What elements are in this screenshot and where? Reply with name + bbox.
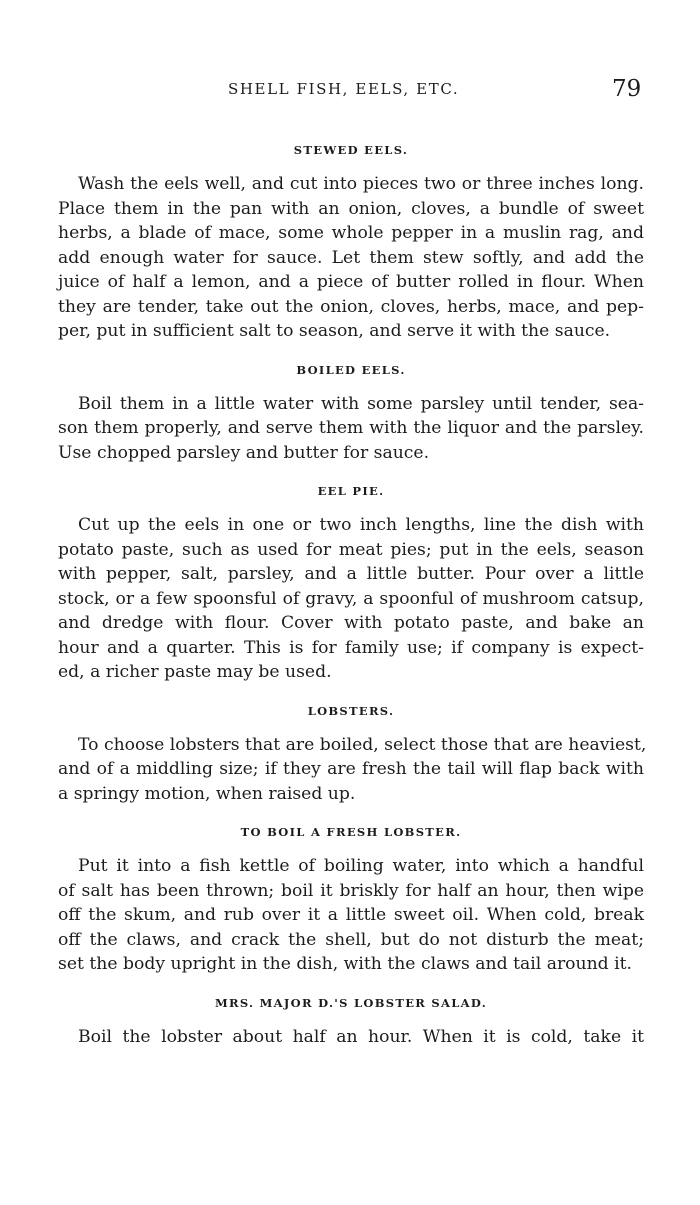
recipe-heading: EEL PIE.	[317, 484, 385, 498]
recipe-heading: TO BOIL A FRESH LOBSTER.	[240, 825, 462, 839]
text-line: Boil them in a little water with some parsley until tender, sea-	[78, 393, 644, 414]
text-line: Boil the lobster about half an hour. When it is cold, take it	[78, 1026, 644, 1047]
text-line: juice of half a lemon, and a piece of butter rolled in flour. When	[58, 272, 644, 292]
recipe-paragraph	[58, 392, 644, 466]
text-line: with pepper, salt, parsley, and a little butter. Pour over a little	[58, 564, 644, 584]
text-line: Cut up the eels in one or two inch lengths, line the dish with	[78, 515, 644, 535]
text-line: a springy motion, when raised up.	[58, 783, 356, 804]
text-line: Use chopped parsley and butter for sauce.	[58, 442, 430, 463]
text-line: they are tender, take out the onion, cloves, herbs, mace, and pep-	[58, 296, 644, 317]
recipe-heading: BOILED EELS.	[296, 362, 406, 377]
running-title: SHELL FISH, EELS, ETC.	[228, 80, 460, 98]
recipe-heading: LOBSTERS.	[307, 703, 395, 718]
text-line: herbs, a blade of mace, some whole pepper in a muslin rag, and	[58, 223, 644, 243]
text-line: add enough water for sauce. Let them stew softly, and add the	[58, 247, 644, 268]
recipe-paragraph	[58, 1025, 644, 1050]
recipe-paragraph	[58, 172, 644, 344]
page-body	[58, 140, 647, 1065]
text-line: off the claws, and crack the shell, but do not disturb the meat;	[58, 929, 644, 950]
text-line: off the skum, and rub over it a little sweet oil. When cold, break	[58, 905, 644, 925]
text-line: and of a middling size; if they are fresh the tail will flap back with	[58, 759, 644, 779]
recipe-stewed-eels	[58, 140, 644, 344]
text-line: Wash the eels well, and cut into pieces two or three inches long.	[78, 174, 644, 194]
running-head	[0, 76, 700, 104]
recipe-boiled-eels	[58, 360, 644, 466]
recipe-lobster-salad	[58, 993, 644, 1050]
page-number: 79	[612, 76, 642, 102]
text-line: set the body upright in the dish, with the claws and tail around it.	[58, 954, 632, 974]
text-line: potato paste, such as used for meat pies; put in the eels, season	[58, 539, 644, 560]
text-line: Put it into a fish kettle of boiling water, into which a handful	[78, 856, 644, 876]
text-line: hour and a quarter. This is for family use; if company is expect-	[58, 637, 644, 658]
text-line: of salt has been thrown; boil it briskly for half an hour, then wipe	[58, 880, 644, 901]
text-line: stock, or a few spoonsful of gravy, a spoonful of mushroom catsup,	[58, 588, 644, 609]
text-line: To choose lobsters that are boiled, select those that are heaviest,	[78, 734, 647, 755]
text-line: son them properly, and serve them with the liquor and the parsley.	[58, 418, 644, 438]
text-line: Place them in the pan with an onion, cloves, a bundle of sweet	[58, 198, 644, 219]
recipe-heading: STEWED EELS.	[293, 143, 409, 157]
recipe-heading: MRS. MAJOR D.'S LOBSTER SALAD.	[214, 995, 488, 1010]
recipe-paragraph	[58, 854, 644, 977]
recipe-eel-pie	[58, 481, 644, 685]
recipe-paragraph	[58, 733, 647, 807]
text-line: and dredge with flour. Cover with potato paste, and bake an	[58, 613, 644, 633]
recipe-paragraph	[58, 513, 644, 685]
text-line: per, put in sufficient salt to season, and serve it with the sauce.	[58, 321, 611, 341]
recipe-boil-fresh-lobster	[58, 822, 644, 977]
text-line: ed, a richer paste may be used.	[58, 662, 332, 682]
recipe-lobsters	[58, 701, 647, 807]
